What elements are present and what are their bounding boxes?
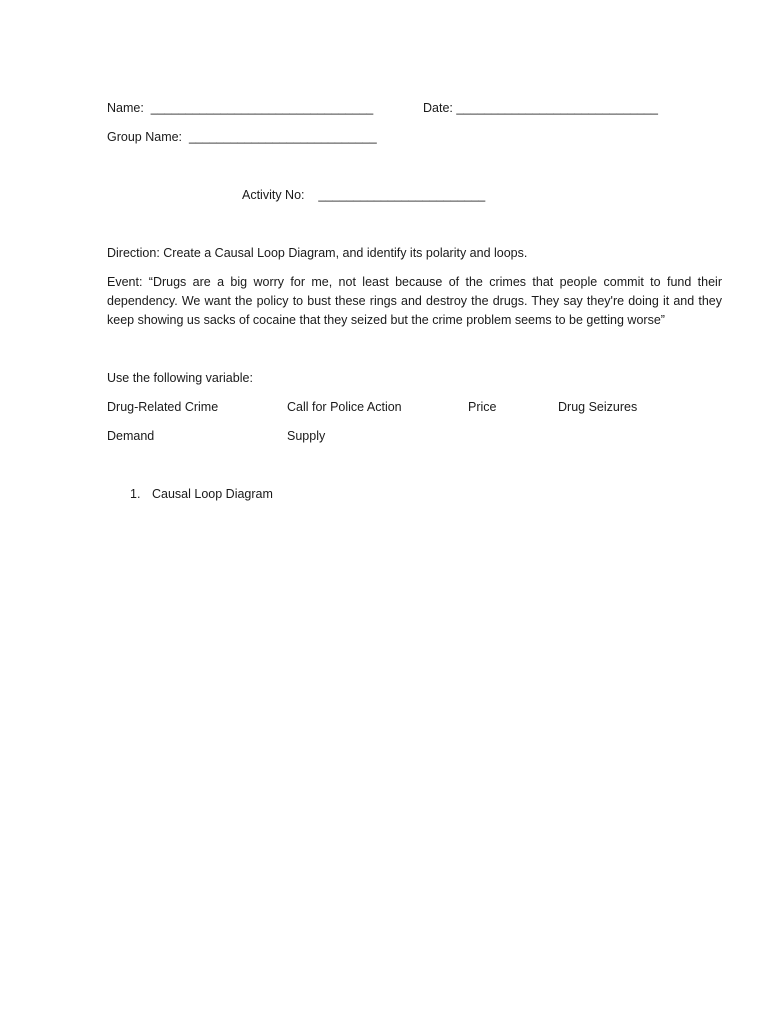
variable-price: Price	[468, 400, 497, 414]
event-paragraph: Event: “Drugs are a big worry for me, not least because of the crimes that people commit to fund their dependency. We want the policy to bust these rings and destroy the drugs. They say they're doing it and they keep showing us sacks of cocaine that they seized but the crime problem seems to be getting worse”	[107, 275, 722, 327]
name-field: Name: ________________________________	[107, 101, 374, 115]
date-field: Date: _____________________________	[423, 101, 658, 115]
variable-drug-seizures: Drug Seizures	[558, 400, 638, 414]
list-item-number: 1.	[130, 487, 141, 501]
variables-intro: Use the following variable:	[107, 371, 253, 385]
group-name-field: Group Name: ___________________________	[107, 130, 377, 144]
variable-demand: Demand	[107, 429, 155, 443]
variable-call-for-police-action: Call for Police Action	[287, 400, 402, 414]
variable-drug-related-crime: Drug-Related Crime	[107, 400, 219, 414]
list-item-causal-loop-diagram: Causal Loop Diagram	[152, 487, 273, 501]
activity-number-field: Activity No: ________________________	[242, 188, 486, 202]
variable-supply: Supply	[287, 429, 326, 443]
direction-text: Direction: Create a Causal Loop Diagram, and identify its polarity and loops.	[107, 246, 528, 260]
